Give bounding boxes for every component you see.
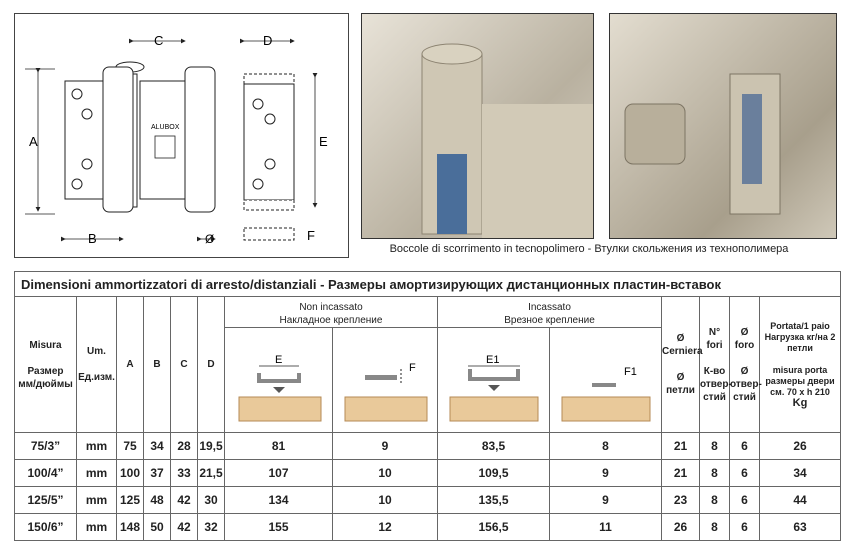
cell-misura: 75/3” (15, 433, 77, 460)
cell-d: 30 (198, 487, 225, 514)
svg-text:F: F (409, 362, 416, 374)
cell-f1: 9 (550, 487, 662, 514)
table-row (15, 487, 841, 514)
cell-um: mm (77, 514, 117, 541)
hinge-drawing (15, 14, 348, 257)
cell-e1: 156,5 (438, 514, 550, 541)
spec-table (14, 271, 841, 541)
hinge-photo-illustration (362, 14, 593, 238)
cell-um: mm (77, 433, 117, 460)
dim-label-c: C (154, 33, 164, 48)
cell-f: 12 (333, 514, 438, 541)
header-foro: Ø foro Ø отвер- стий (730, 297, 760, 433)
cell-c: 42 (171, 514, 198, 541)
cell-b: 48 (144, 487, 171, 514)
cell-d: 32 (198, 514, 225, 541)
cell-e: 107 (225, 460, 333, 487)
cell-f1: 8 (550, 433, 662, 460)
table-title: Dimensioni ammortizzatori di arresto/distanziali - Размеры амортизирующих дистанционных пластин-вставок (15, 272, 841, 297)
dim-label-f: F (307, 228, 315, 243)
cell-f: 10 (333, 460, 438, 487)
diagram-f1 (550, 328, 662, 433)
dim-label-a: A (29, 134, 38, 149)
cell-b: 34 (144, 433, 171, 460)
cell-e: 81 (225, 433, 333, 460)
cell-a: 148 (117, 514, 144, 541)
cell-e: 155 (225, 514, 333, 541)
cell-d: 19,5 (198, 433, 225, 460)
diagram-f (333, 328, 438, 433)
cell-fori: 8 (700, 487, 730, 514)
cell-foro: 6 (730, 460, 760, 487)
cell-c: 33 (171, 460, 198, 487)
cell-um: mm (77, 460, 117, 487)
cell-misura: 100/4” (15, 460, 77, 487)
cell-kg: 34 (760, 460, 841, 487)
header-fori: N° fori К-во отвер- стий (700, 297, 730, 433)
bushing-photo-illustration (610, 14, 836, 238)
cell-cerniera: 21 (662, 460, 700, 487)
cell-a: 125 (117, 487, 144, 514)
cell-cerniera: 23 (662, 487, 700, 514)
cell-e1: 135,5 (438, 487, 550, 514)
dim-label-e: E (319, 134, 328, 149)
header-portata: Portata/1 paio Нагрузка кг/на 2 петли misura porta размеры двери см. 70 х h 210 Kg (760, 297, 841, 433)
dim-label-diameter: Ø (205, 232, 215, 246)
dim-label-d: D (263, 33, 273, 48)
cell-c: 42 (171, 487, 198, 514)
cell-c: 28 (171, 433, 198, 460)
diagram-e1 (438, 328, 550, 433)
cell-a: 75 (117, 433, 144, 460)
cell-f: 10 (333, 487, 438, 514)
cell-e: 134 (225, 487, 333, 514)
cell-fori: 8 (700, 460, 730, 487)
cell-cerniera: 26 (662, 514, 700, 541)
header-a: A (117, 297, 144, 433)
cell-fori: 8 (700, 433, 730, 460)
cell-e1: 109,5 (438, 460, 550, 487)
hinge-bushing-photo (609, 13, 837, 239)
diagram-e (225, 328, 333, 433)
cell-foro: 6 (730, 433, 760, 460)
header-c: C (171, 297, 198, 433)
header-non-incassato: Non incassato Накладное крепление (225, 297, 438, 328)
cell-kg: 26 (760, 433, 841, 460)
dim-label-b: B (88, 231, 97, 246)
cell-b: 37 (144, 460, 171, 487)
svg-text:E: E (274, 354, 282, 366)
header-misura: Misura Размер мм/дюймы (15, 297, 77, 433)
cell-kg: 44 (760, 487, 841, 514)
cell-misura: 150/6” (15, 514, 77, 541)
cell-foro: 6 (730, 514, 760, 541)
cell-kg: 63 (760, 514, 841, 541)
cell-f1: 9 (550, 460, 662, 487)
table-row (15, 514, 841, 541)
cell-misura: 125/5” (15, 487, 77, 514)
cell-foro: 6 (730, 487, 760, 514)
header-d: D (198, 297, 225, 433)
svg-text:E1: E1 (485, 354, 499, 366)
cell-um: mm (77, 487, 117, 514)
svg-text:F1: F1 (623, 366, 637, 378)
header-cerniera: Ø Cerniera Ø петли (662, 297, 700, 433)
table-row (15, 433, 841, 460)
header-incassato: Incassato Врезное крепление (438, 297, 662, 328)
cell-f1: 11 (550, 514, 662, 541)
photo-caption: Boccole di scorrimento in tecnopolimero - Втулки скольжения из технополимера (389, 243, 789, 255)
cell-f: 9 (333, 433, 438, 460)
header-b: B (144, 297, 171, 433)
cell-e1: 83,5 (438, 433, 550, 460)
cell-a: 100 (117, 460, 144, 487)
cell-cerniera: 21 (662, 433, 700, 460)
header-um: Um. Ед.изм. (77, 297, 117, 433)
table-row (15, 460, 841, 487)
cell-fori: 8 (700, 514, 730, 541)
cell-d: 21,5 (198, 460, 225, 487)
hinge-cutaway-photo (361, 13, 594, 239)
technical-drawing-panel (14, 13, 349, 258)
brand-mark: ALUBOX (151, 124, 180, 131)
cell-b: 50 (144, 514, 171, 541)
